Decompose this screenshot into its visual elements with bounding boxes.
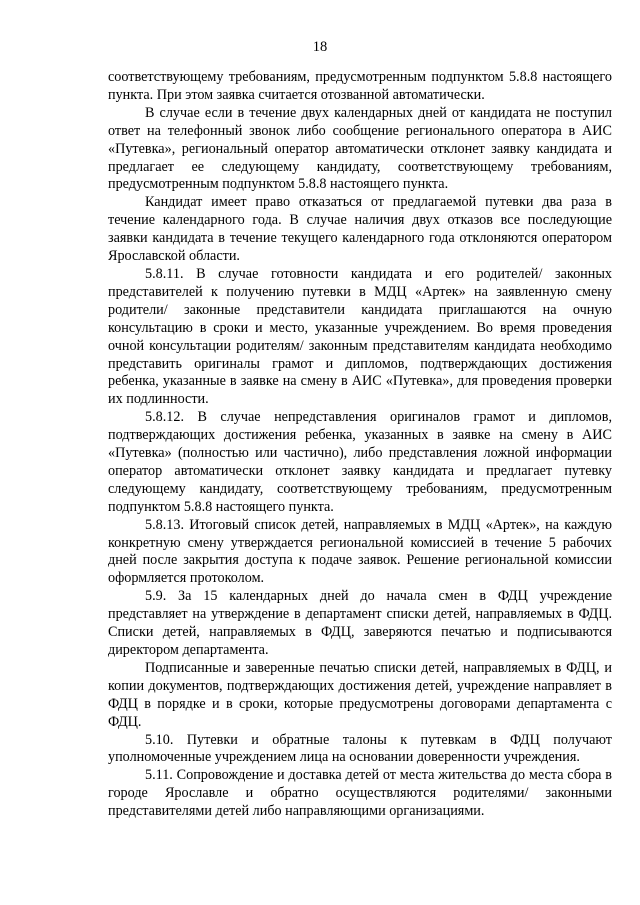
paragraph-5-9: 5.9. За 15 календарных дней до начала смен в ФДЦ учреждение представляет на утверждение в департамент списки детей, направляемых в ФДЦ. Списки детей, направляемых в ФДЦ, заверяются печатью и подписываются директором департамента. bbox=[108, 588, 612, 658]
paragraph-5-10: 5.10. Путевки и обратные талоны к путевкам в ФДЦ получают уполномоченные учреждением лица на основании доверенности учреждения. bbox=[108, 731, 612, 766]
paragraph-5-11: 5.11. Сопровождение и доставка детей от места жительства до места сбора в городе Ярославле и обратно осуществляются родителями/ законными представителями детей либо направляющими организациями. bbox=[108, 767, 612, 820]
paragraph-refusal-right: Кандидат имеет право отказаться от предлагаемой путевки два раза в течение календарного года. В случае наличия двух отказов все последующие заявки кандидата в течение текущего календарного года отклоняются оператором Ярославской области. bbox=[108, 194, 612, 265]
paragraph-5-8-13: 5.8.13. Итоговый список детей, направляемых в МДЦ «Артек», на каждую конкретную смену утверждается региональной комиссией в течение 5 рабочих дней после закрытия доступа к подаче заявок. Решение региональной комиссии оформляется протоколом. bbox=[108, 516, 612, 587]
paragraph-continuation: соответствующему требованиям, предусмотренным подпунктом 5.8.8 настоящего пункта. При этом заявка считается отозванной автоматически. bbox=[108, 69, 612, 103]
paragraph-signed-lists: Подписанные и заверенные печатью списки детей, направляемых в ФДЦ, и копии документов, подтверждающих достижения детей, учреждение направляет в ФДЦ в порядке и в сроки, которые предусмотрены договорами департамента с ФДЦ. bbox=[108, 659, 612, 730]
paragraph-phone-no-answer: В случае если в течение двух календарных дней от кандидата не поступил ответ на телефонный звонок либо сообщение регионального оператора в АИС «Путевка», региональный оператор автоматически отклонет заявку кандидата и предлагает ее следующему кандидату, соответствующему требованиям, предусмотренным подпунктом 5.8.8 настоящего пункта. bbox=[108, 104, 612, 193]
page-number: 18 bbox=[312, 39, 328, 55]
paragraph-5-8-11: 5.8.11. В случае готовности кандидата и его родителей/ законных представителей к получению путевки в МДЦ «Артек» на заявленную смену родители/ законные представители кандидата приглашаются на очную консультацию в сроки и место, указанные учреждением. Во время проведения очной консультации родителям/ законным представителям кандидата необходимо представить оригиналы грамот и дипломов, подтверждающих достижения ребенка, указанные в заявке на смену в АИС «Путевка», для проведения проверки их подлинности. bbox=[108, 265, 612, 408]
document-body bbox=[108, 69, 612, 821]
paragraph-5-8-12: 5.8.12. В случае непредставления оригиналов грамот и дипломов, подтверждающих достижения ребенка, указанных в заявке на смену в АИС «Путевка» (полностью или частично), либо представления ложной информации оператор автоматически отклонет заявку кандидата и предлагает путевку следующему кандидату, соответствующему требованиям, предусмотренным подпунктом 5.8.8 настоящего пункта. bbox=[108, 409, 612, 515]
